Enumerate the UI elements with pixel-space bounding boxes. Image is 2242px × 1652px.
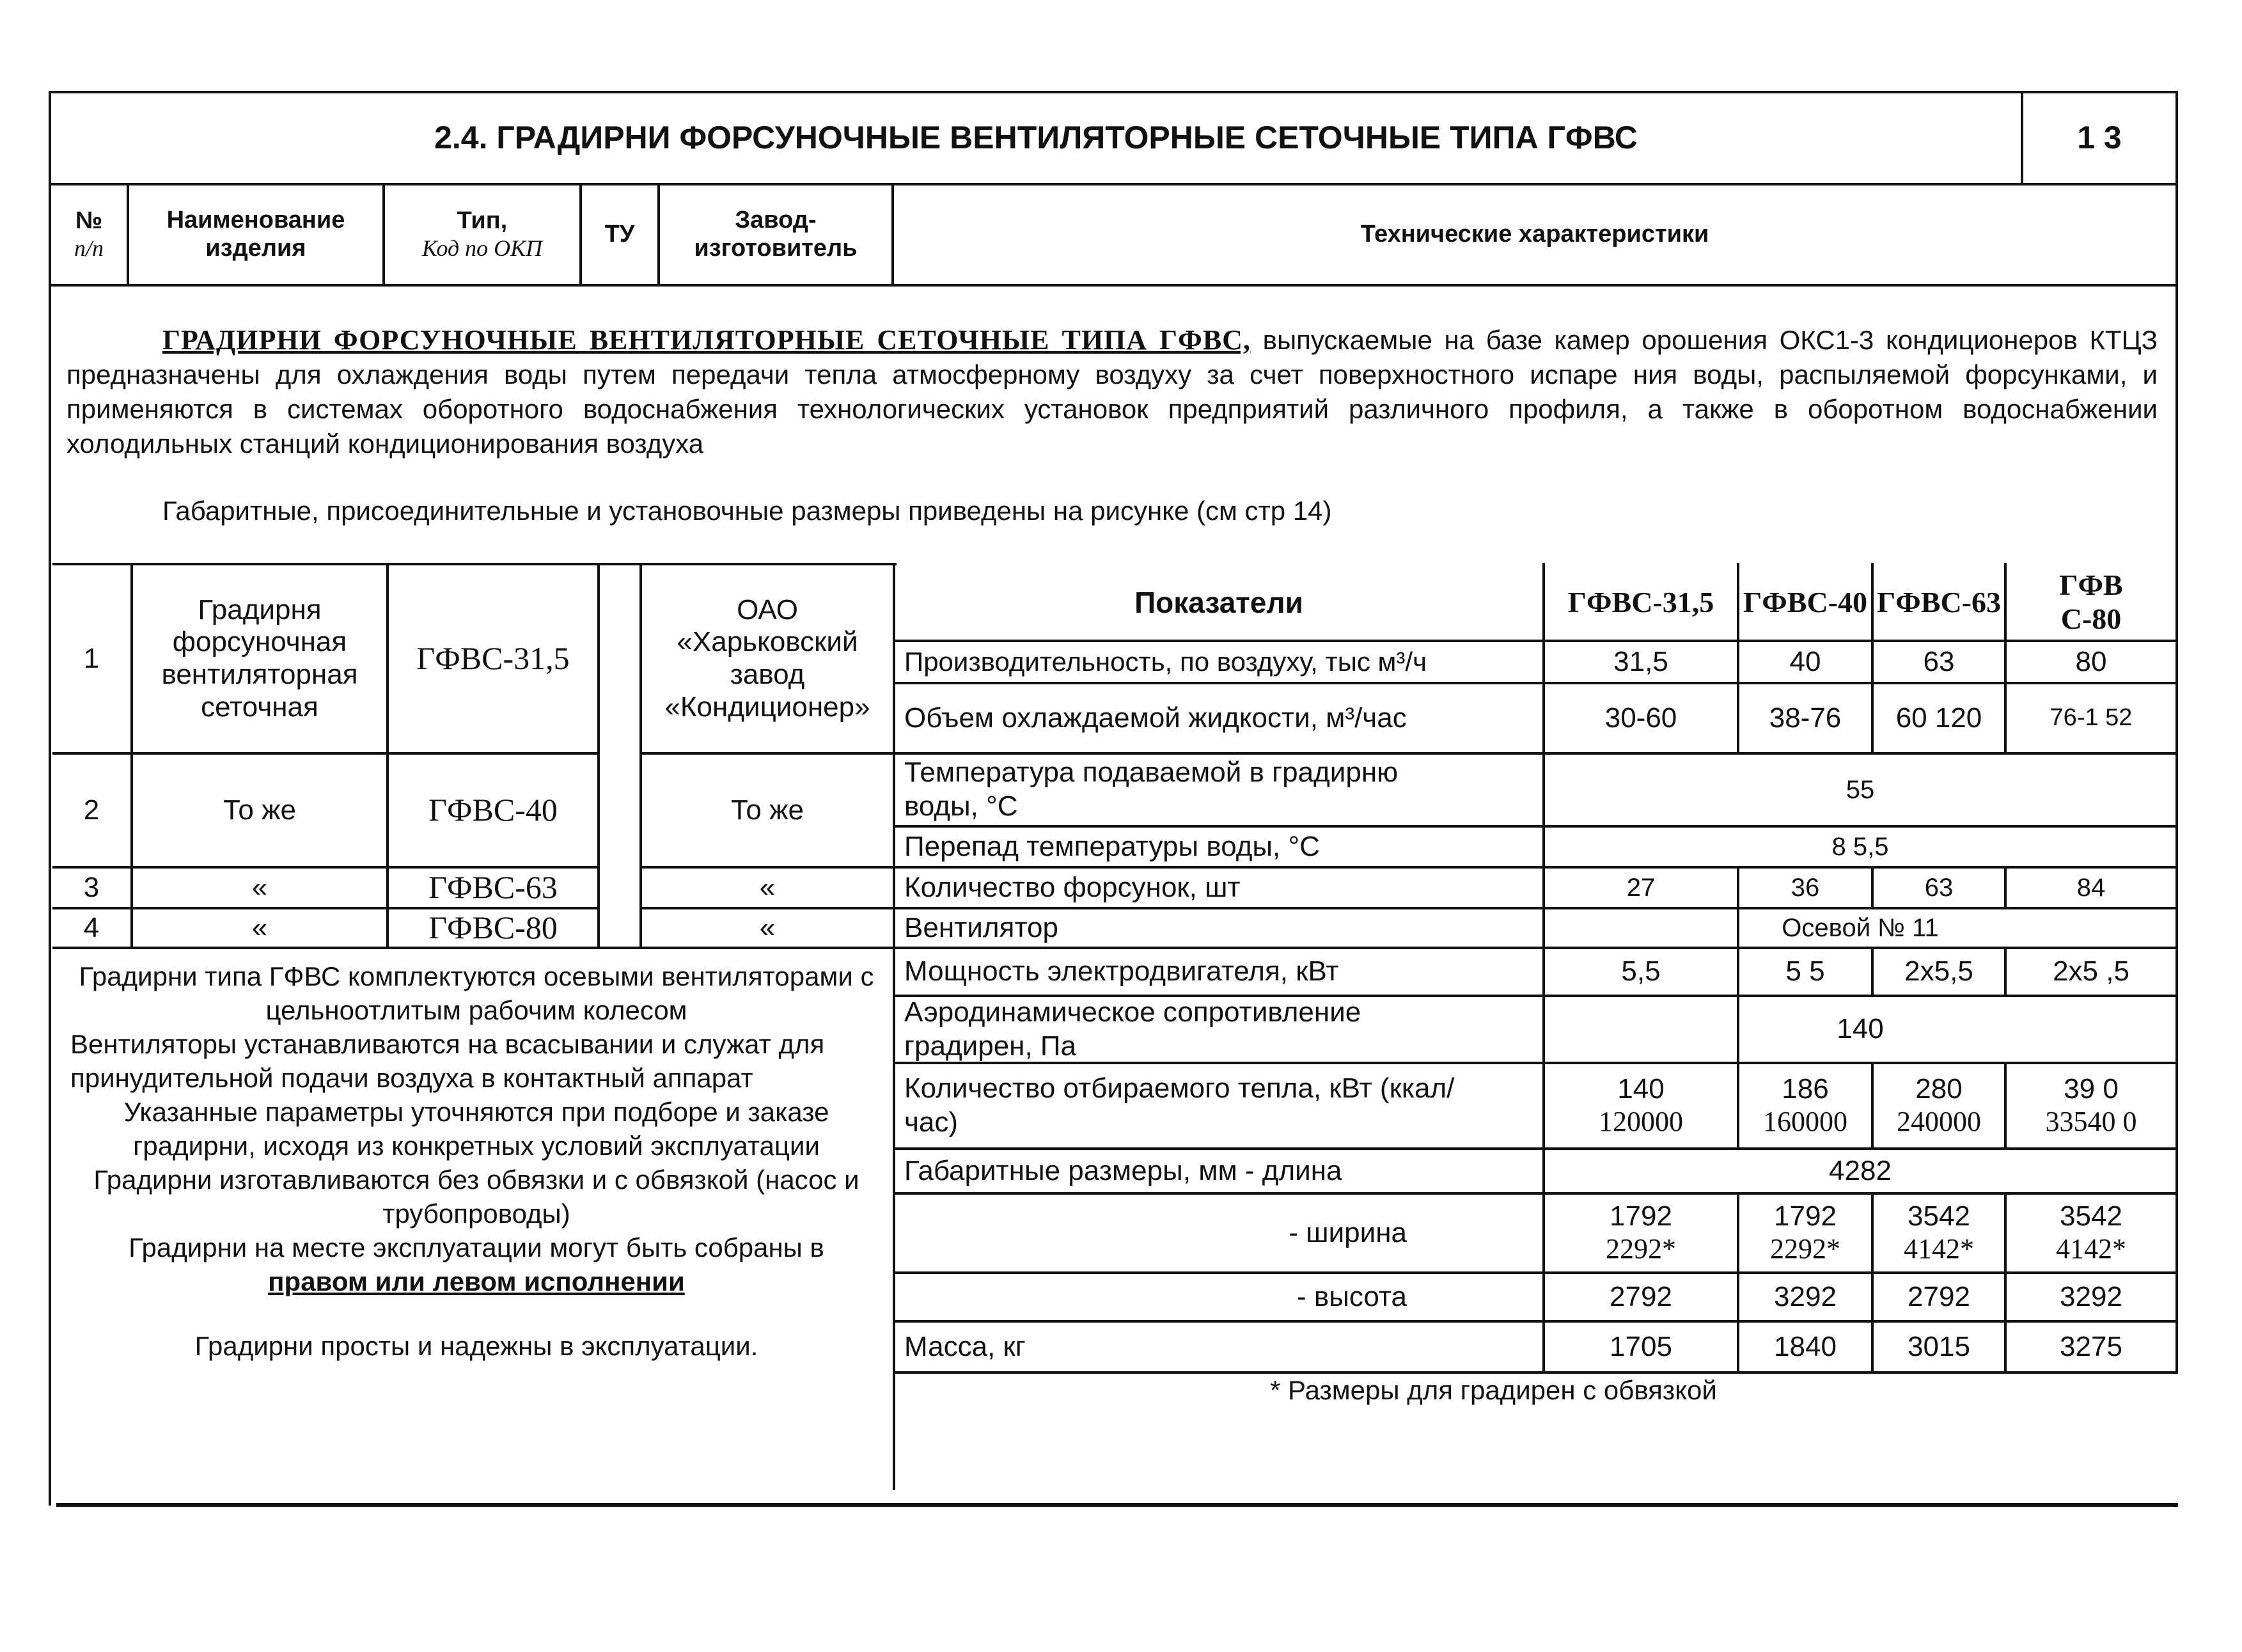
spec-temp-value: 55: [1846, 776, 1875, 804]
spec-fan-label: Вентилятор: [904, 911, 1058, 943]
spec-air-label: Производительность, по воздуху, тыс м³/ч: [904, 646, 1427, 677]
prod-bottom-line: [52, 947, 895, 949]
prod-2-type: ГФВС-40: [428, 792, 558, 828]
spec-width-col-2: [1739, 1195, 1871, 1271]
spec-power-v1: 5,5: [1621, 956, 1661, 987]
spec-power-v3: 2х5,5: [1904, 956, 1973, 987]
spec-height-v1: 2792: [1610, 1280, 1672, 1312]
spec-nozzles-v3: 63: [1924, 874, 1954, 902]
spec-liquid-label: Объем охлаждаемой жидкости, м³/час: [904, 702, 1407, 734]
spec-mass-v4: 3275: [2060, 1330, 2122, 1362]
spec-heat-kcal-2: 160000: [1763, 1106, 1847, 1137]
spec-header-model-3: ГФВС-63: [1877, 585, 2001, 618]
spec-height-v2: 3292: [1774, 1280, 1837, 1312]
intro-paragraph: [67, 323, 2158, 461]
spec-width-col-3: [1874, 1195, 2004, 1271]
prod-3-num: 3: [83, 871, 100, 903]
spec-width-b-2: 2292*: [1770, 1233, 1840, 1264]
spec-heat-kcal-1: 120000: [1599, 1106, 1683, 1137]
spec-height-v4: 3292: [2060, 1280, 2122, 1312]
intro-right-border: [2175, 284, 2178, 572]
spec-h-14: [895, 1371, 2178, 1374]
spec-liquid-v2: 38-76: [1769, 702, 1842, 734]
col-header-tu: ТУ: [604, 221, 635, 248]
spec-height-label: - высота: [1296, 1280, 1407, 1312]
spec-width-label: - ширина: [1289, 1216, 1407, 1248]
spec-liquid-v3: 60 120: [1895, 702, 1982, 734]
col-header-type-label: Тип,: [457, 207, 508, 235]
spec-air-v1: 31,5: [1613, 645, 1668, 677]
prod-4-name: «: [251, 911, 268, 943]
spec-heat-kw-1: 140: [1617, 1073, 1665, 1105]
prod-2-maker: То же: [730, 794, 804, 826]
note-3: Указанные параметры уточняются при подборе и заказе градирни, исходя из конкретных условий эксплуатации: [123, 1097, 829, 1161]
spec-width-b-4: 4142*: [2056, 1233, 2126, 1264]
spec-power-v4: 2х5 ,5: [2053, 956, 2129, 987]
spec-air-v3: 63: [1923, 645, 1955, 677]
prod-1-num: 1: [83, 642, 100, 674]
prod-1-maker: ОАО «Харьковский завод «Кондиционер»: [664, 594, 870, 723]
prod-div-c: [597, 563, 600, 949]
spec-air-v4: 80: [2075, 645, 2107, 677]
prod-3-name: «: [251, 871, 268, 903]
spec-height-v3: 2792: [1908, 1280, 1970, 1312]
col-header-maker: Завод-изготовитель: [694, 207, 858, 262]
intro-text: выпускаемые на базе камер орошения ОКС1-3 кондиционеров КТЦЗ предназначены для охлаждения воды путем передачи тепла атмосферному воздуху за счет поверхностного испаре ния воды, распыляемой форсунками, и применяются в системах оборотного водоснабжения технологических установок предприятий различного профиля, а также в оборотном водоснабжении холодильных станций кондиционирования воздуха: [67, 325, 2158, 459]
note-2: Вентиляторы устанавливаются на всасывании и служат для принудительной подачи воздуха в контактный аппарат: [70, 1029, 825, 1093]
spec-length-label: Габаритные размеры, мм - длина: [904, 1154, 1342, 1186]
spec-liquid-v1: 30-60: [1604, 702, 1677, 734]
spec-heat-col-4: [2007, 1064, 2175, 1147]
prod-2-num: 2: [83, 794, 100, 826]
spec-power-v2: 5 5: [1785, 956, 1825, 987]
prod-1-name: Градирня форсуночная вентиляторная сеточная: [161, 594, 358, 723]
spec-right-border: [2175, 563, 2178, 1374]
page-number: 1 3: [2077, 120, 2122, 156]
spec-footnote: * Размеры для градирен с обвязкой: [1270, 1375, 1717, 1405]
intro-left-border: [49, 284, 51, 1506]
spec-resistance-label: Аэродинамическое сопротивление градирен, Па: [904, 996, 1361, 1062]
spec-width-a-2: 1792: [1774, 1200, 1837, 1232]
spec-heat-col-3: [1874, 1064, 2004, 1147]
spec-air-v2: 40: [1789, 645, 1821, 677]
spec-mass-v2: 1840: [1774, 1330, 1837, 1362]
col-header-num: [51, 185, 127, 284]
col-header-specs: Технические характеристики: [1360, 221, 1709, 248]
col-header-num-sub: п/п: [74, 235, 104, 262]
notes-block: [70, 959, 882, 1363]
spec-liquid-v4: 76-1 52: [2050, 704, 2133, 732]
prod-2-name: То же: [223, 794, 297, 826]
note-4: Градирни изготавливаются без обвязки и с обвязкой (насос и трубопроводы): [93, 1165, 859, 1229]
spec-header-label: Показатели: [1134, 585, 1303, 619]
note-5-emphasis: правом или левом исполнении: [268, 1266, 685, 1296]
spec-width-b-1: 2292*: [1606, 1233, 1676, 1264]
spec-width-a-4: 3542: [2060, 1200, 2122, 1232]
spec-heat-col-2: [1739, 1064, 1871, 1147]
note-6: Градирни просты и надежны в эксплуатации.: [194, 1331, 758, 1361]
spec-fan-value: Осевой № 11: [1782, 914, 1939, 942]
spec-nozzles-v1: 27: [1626, 874, 1656, 902]
note-5: [70, 1231, 882, 1298]
spec-width-a-3: 3542: [1908, 1200, 1970, 1232]
intro-dims-note: Габаритные, присоединительные и установочные размеры приведены на рисунке (см стр 14): [162, 496, 1332, 526]
spec-heat-kcal-4: 33540 0: [2045, 1106, 2137, 1137]
note-1: Градирни типа ГФВС комплектуются осевыми вентиляторами с цельноотлитым рабочим колесом: [79, 961, 874, 1025]
prod-3-type: ГФВС-63: [428, 869, 558, 906]
prod-4-maker: «: [759, 911, 776, 943]
spec-mass-v1: 1705: [1610, 1330, 1672, 1362]
intro-heading: ГРАДИРНИ ФОРСУНОЧНЫЕ ВЕНТИЛЯТОРНЫЕ СЕТОЧНЫЕ ТИПА ГФВС,: [162, 324, 1251, 356]
spec-width-col-1: [1545, 1195, 1737, 1271]
spec-heat-kcal-3: 240000: [1897, 1106, 1981, 1137]
spec-nozzles-v4: 84: [2076, 874, 2106, 902]
spec-header-model-1: ГФВС-31,5: [1567, 585, 1714, 618]
prod-1-type: ГФВС-31,5: [416, 640, 570, 677]
spec-heat-kw-3: 280: [1915, 1073, 1963, 1105]
spec-heat-col-1: [1545, 1064, 1737, 1147]
prod-4-num: 4: [83, 911, 100, 943]
spec-header-model-4: ГФВ С-80: [2059, 569, 2123, 635]
note-5-text: Градирни на месте эксплуатации могут быть собраны в: [129, 1232, 824, 1263]
spec-drop-value: 8 5,5: [1831, 833, 1889, 861]
spec-temp-label: Температура подаваемой в градирню воды, °С: [904, 757, 1399, 822]
spec-mass-label: Масса, кг: [904, 1330, 1026, 1362]
spec-heat-kw-2: 186: [1782, 1073, 1829, 1105]
spec-mass-v3: 3015: [1908, 1330, 1970, 1362]
col-header-num-label: №: [75, 207, 103, 235]
spec-width-b-3: 4142*: [1904, 1233, 1974, 1264]
prod-div-e: [893, 563, 895, 1490]
spec-heat-kw-4: 39 0: [2064, 1073, 2119, 1105]
spec-power-label: Мощность электродвигателя, кВт: [904, 956, 1339, 987]
spec-heat-label: Количество отбираемого тепла, кВт (ккал/час): [904, 1073, 1455, 1138]
col-header-type-sub: Код по ОКП: [421, 235, 543, 262]
page-title: 2.4. ГРАДИРНИ ФОРСУНОЧНЫЕ ВЕНТИЛЯТОРНЫЕ СЕТОЧНЫЕ ТИПА ГФВС: [434, 120, 1638, 156]
spec-drop-label: Перепад температуры воды, °С: [904, 830, 1320, 862]
spec-width-col-4: [2007, 1195, 2175, 1271]
spec-resistance-value: 140: [1837, 1013, 1884, 1045]
spec-nozzles-label: Количество форсунок, шт: [904, 871, 1241, 903]
col-header-type: [385, 185, 579, 284]
page-bottom-line: [56, 1503, 2178, 1507]
spec-header-model-2: ГФВС-40: [1743, 585, 1867, 618]
col-header-name: Наименование изделия: [166, 207, 345, 262]
prod-3-maker: «: [759, 871, 776, 903]
spec-nozzles-v2: 36: [1791, 874, 1820, 902]
spec-length-value: 4282: [1829, 1154, 1892, 1186]
spec-width-a-1: 1792: [1610, 1200, 1672, 1232]
prod-4-type: ГФВС-80: [428, 909, 558, 946]
